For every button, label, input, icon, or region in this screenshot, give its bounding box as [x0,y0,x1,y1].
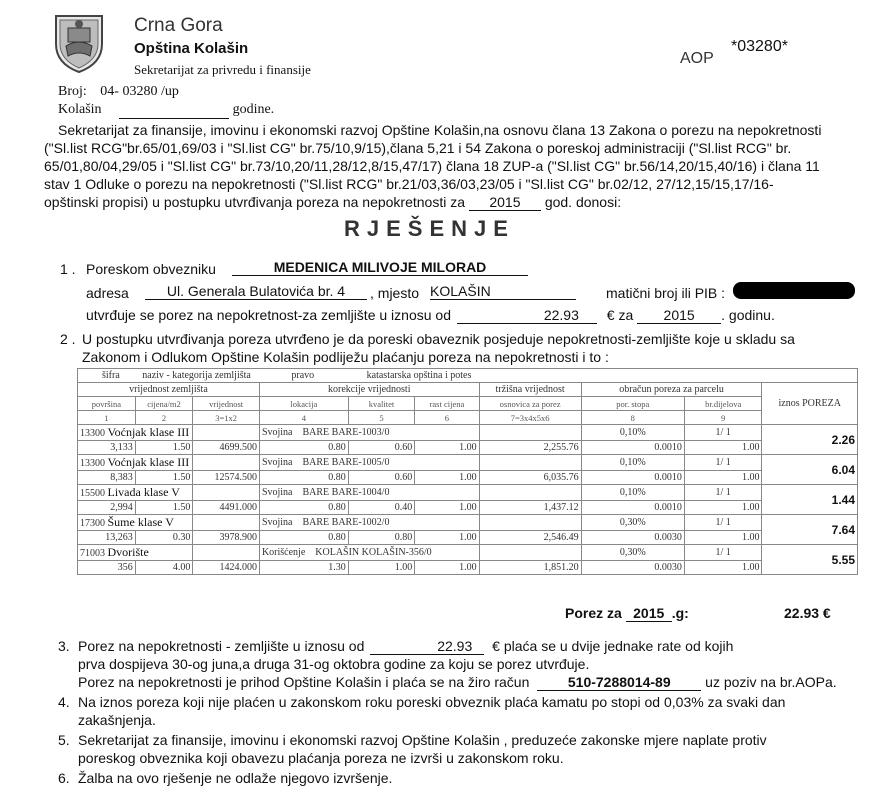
row-vrijednost: 3978.900 [193,531,260,545]
row-stopa2: 0.0010 [581,501,684,515]
preamble-line-1: Sekretarijat za finansije, imovinu i ekonomski razvoj Opštine Kolašin,na osnovu člana 13 Zakona o porezu na nepokretnosti [58,122,822,138]
item1-line3 [86,307,775,324]
row-cijena: 1.50 [135,501,193,515]
item1-num: 1 . [60,261,76,277]
taxpayer-name: MEDENICA MILIVOJE MILORAD [232,259,528,276]
row-rast: 1.00 [415,471,479,485]
colnum-3: 3=1x2 [193,411,260,425]
row-katastar: BARE BARE-1004/0 [302,487,390,498]
row-dijelovi2: 1.00 [684,531,762,545]
row-vrijednost: 12574.500 [193,471,260,485]
secretariat-name: Sekretarijat za privredu i finansije [134,62,311,77]
bank-account: 510-7288014-89 [537,674,701,691]
broj-label: Broj: [58,84,87,99]
row-sifra: 13300 [80,458,105,469]
colnum-8: 8 [581,411,684,425]
land-row-header [78,485,858,501]
row-povrsina: 2,994 [78,501,136,515]
row-stopa-pct: 0,30% [581,515,684,531]
row-pravo: Korišćenje [261,547,306,558]
row-lokacija: 0.80 [259,471,348,485]
item1-label: Poreskom obvezniku [86,261,216,277]
row-naziv: Dvorište [107,545,149,559]
preamble-line-3: 65/01,80/04,29/05 i "Sl.list CG" br.73/10,20/11,28/12,8/15,47/17) člana 18 ZUP-a ("Sl.list CG" br.56/14,20/15,40/16) i člana 11 [44,158,820,174]
row-cijena: 1.50 [135,441,193,455]
row-vrijednost: 4699.500 [193,441,260,455]
land-row-values [78,531,858,545]
item1-godinu: . godinu. [721,307,775,323]
item3-text-b: € plaća se u dvije jednake rate od kojih [492,638,734,654]
document-title: RJEŠENJE [344,216,515,241]
col-kvalitet: kvalitet [348,397,415,411]
row-povrsina: 13,263 [78,531,136,545]
date-suffix: godine. [232,102,275,117]
land-row-header [78,515,858,531]
row-cijena: 1.50 [135,471,193,485]
item1-amount: 22.93 [457,307,597,324]
property-table [77,368,858,575]
hdr-pravo: pravo [291,370,315,381]
hdr-katastarska: katastarska opština i potes [366,370,472,381]
row-rast: 1.00 [415,531,479,545]
col-lokacija: lokacija [259,397,348,411]
row-kvalitet: 0.80 [348,531,415,545]
row-lokacija: 0.80 [259,531,348,545]
row-katastar: KOLAŠIN KOLAŠIN-356/0 [315,547,432,558]
row-vrijednost: 4491.000 [193,501,260,515]
item2-num: 2 . [60,331,76,347]
row-stopa-pct: 0,30% [581,545,684,561]
row-lokacija: 0.80 [259,441,348,455]
total-amount: 22.93 € [784,605,831,621]
colnum-1: 1 [78,411,136,425]
land-row-header [78,425,858,441]
row-rast: 1.00 [415,441,479,455]
row-iznos: 5.55 [762,545,858,575]
preamble-text-5: opštinski propisi) u postupku utvrđivanja poreza na nepokretnosti za [44,194,466,210]
colnum-5: 5 [348,411,415,425]
row-osnovica: 1,437.12 [479,501,581,515]
row-kvalitet: 1.00 [348,561,415,575]
row-katastar: BARE BARE-1002/0 [302,517,390,528]
total-line [565,605,689,622]
country-name: Crna Gora [134,15,223,36]
col-rast: rast cijena [415,397,479,411]
row-naziv: Livada klase V [107,485,180,499]
row-rast: 1.00 [415,561,479,575]
total-label: Porez za [565,605,622,621]
item3-text-3b: uz poziv na br.AOPa. [705,674,837,690]
row-stopa-pct: 0,10% [581,425,684,441]
col-cijena: cijena/m2 [135,397,193,411]
item3-line3 [78,674,837,691]
row-iznos: 2.26 [762,425,858,455]
row-povrsina: 356 [78,561,136,575]
group-korekcije: korekcije vrijednosti [259,383,479,397]
table-subheader-row [78,397,858,411]
row-pravo: Svojina [261,457,293,468]
row-vrijednost: 1424.000 [193,561,260,575]
row-naziv: Voćnjak klase III [107,455,190,469]
row-povrsina: 3,133 [78,441,136,455]
aop-number: *03280* [731,38,788,55]
row-katastar: BARE BARE-1005/0 [302,457,390,468]
place: Kolašin [58,102,102,117]
item5-line2: poreskog obveznika koji obavezu plaćanja poreza ne izvrši u zakonskom roku. [78,750,564,766]
row-kvalitet: 0.40 [348,501,415,515]
item6-line1: Žalba na ovo rješenje ne odlaže njegovo izvršenje. [78,770,393,786]
land-row-header [78,545,858,561]
preamble-line-4: stav 1 Odluke o porezu na nepokretnosti ("Sl.list RCG" br.21/03,36/03,23/05 i "Sl.list CG" br.02/12, 27/12,15/15,17/16- [44,176,774,192]
col-stopa: por. stopa [581,397,684,411]
item3-text-3a: Porez na nepokretnosti je prihod Opštine Kolašin i plaća se na žiro račun [78,674,530,690]
row-dijelovi2: 1.00 [684,441,762,455]
row-osnovica: 6,035.76 [479,471,581,485]
item4-line1: Na iznos poreza koji nije plaćen u zakonskom roku poreski obveznik plaća kamatu po stopi od 0,03% za svaki dan [78,694,786,710]
row-sifra: 15500 [80,488,105,499]
adresa-value: Ul. Generala Bulatovića br. 4 [145,283,367,300]
row-cijena: 4.00 [135,561,193,575]
group-trzisna: tržišna vrijednost [479,383,581,397]
row-pravo: Svojina [261,517,293,528]
preamble-end: god. donosi: [544,194,622,210]
broj-value: 04- 03280 /up [100,84,179,99]
row-kvalitet: 0.60 [348,441,415,455]
municipality-coat-of-arms [50,10,108,74]
preamble-line-2: ("Sl.list RCG"br.65/01,69/03 i "Sl.list CG" br.75/10,9/15),člana 5,21 i 54 Zakona o poreskoj administraciji ("Sl.list RCG" br. [44,140,792,156]
row-stopa-pct: 0,10% [581,455,684,471]
colnum-7: 7=3x4x5x6 [479,411,581,425]
row-osnovica: 1,851.20 [479,561,581,575]
row-osnovica: 2,546.49 [479,531,581,545]
preamble-year: 2015 [469,194,541,211]
row-sifra: 17300 [80,518,105,529]
row-iznos: 6.04 [762,455,858,485]
col-vrijednost: vrijednost [193,397,260,411]
row-kvalitet: 0.60 [348,471,415,485]
row-dijelovi-frac: 1/ 1 [684,455,762,471]
total-year: 2015 [626,605,672,622]
land-row-header [78,455,858,471]
row-dijelovi2: 1.00 [684,501,762,515]
item4-num: 4. [58,694,70,710]
colnum-6: 6 [415,411,479,425]
item6-num: 6. [58,770,70,786]
row-povrsina: 8,383 [78,471,136,485]
row-iznos: 7.64 [762,515,858,545]
item5-num: 5. [58,732,70,748]
item2-line2: Zakonom i Odlukom Opštine Kolašin podliježu plaćanju poreza na nepokretnosti i to : [82,349,609,365]
row-pravo: Svojina [261,487,293,498]
row-lokacija: 1.30 [259,561,348,575]
pib-label: matični broj ili PIB : [606,285,726,301]
broj-line [58,84,179,100]
colnum-2: 2 [135,411,193,425]
item3-amount: 22.93 [370,638,484,655]
colnum-9: 9 [684,411,762,425]
item2-line1: U postupku utvrđivanja poreza utvrđeno je da poreski obaveznik posjeduje nepokretnosti-zemljište koje u skladu sa [82,331,795,347]
hdr-naziv: naziv - kategorija zemljišta [142,370,251,381]
row-dijelovi2: 1.00 [684,561,762,575]
item4-line2: zakašnjenja. [78,712,156,728]
row-sifra: 71003 [80,548,105,559]
item1-year: 2015 [637,307,721,324]
adresa-label: adresa [86,285,129,301]
row-naziv: Šume klase V [107,515,174,529]
item1-euro-za: € za [606,307,634,323]
redacted-pib [733,282,855,299]
table-header-row-2 [78,383,858,397]
item3-line2: prva dospijeva 30-og juna,a druga 31-og oktobra godine za koju se porez utvrđuje. [78,656,590,672]
row-cijena: 0.30 [135,531,193,545]
table-colnum-row [78,411,858,425]
land-row-values [78,471,858,485]
hdr-sifra: šifra [102,370,120,381]
land-row-values [78,561,858,575]
land-row-values [78,441,858,455]
row-dijelovi-frac: 1/ 1 [684,425,762,441]
mjesto-label: , mjesto [370,285,420,301]
row-dijelovi-frac: 1/ 1 [684,545,762,561]
preamble-line-5 [44,194,621,211]
row-dijelovi2: 1.00 [684,471,762,485]
group-obracun: obračun poreza za parcelu [581,383,762,397]
row-lokacija: 0.80 [259,501,348,515]
row-katastar: BARE BARE-1003/0 [302,427,390,438]
municipality-name: Opština Kolašin [134,40,249,57]
col-osnovica: osnovica za porez [479,397,581,411]
aop-label: AOP [680,50,714,67]
row-dijelovi-frac: 1/ 1 [684,485,762,501]
table-header-row-1 [78,369,858,383]
item1-line3-text: utvrđuje se porez na nepokretnost-za zemljište u iznosu od [86,307,451,323]
item3-line1 [78,638,733,655]
row-stopa2: 0.0030 [581,531,684,545]
place-date-line [58,102,274,119]
group-iznos: iznos POREZA [762,383,858,425]
row-naziv: Voćnjak klase III [107,425,190,439]
row-stopa2: 0.0010 [581,471,684,485]
item5-line1: Sekretarijat za finansije, imovinu i ekonomski razvoj Opštine Kolašin , preduzeće zakonske mjere naplate protiv [78,732,767,748]
row-osnovica: 2,255.76 [479,441,581,455]
row-stopa2: 0.0010 [581,441,684,455]
row-stopa-pct: 0,10% [581,485,684,501]
item3-text-a: Porez na nepokretnosti - zemljište u iznosu od [78,638,365,654]
row-iznos: 1.44 [762,485,858,515]
col-dijelovi: br.dijelova [684,397,762,411]
row-pravo: Svojina [261,427,293,438]
total-suffix: .g: [671,605,689,621]
mjesto-value: KOLAŠIN [430,283,576,300]
row-stopa2: 0.0030 [581,561,684,575]
colnum-4: 4 [259,411,348,425]
group-vrijednost: vrijednost zemljišta [78,383,260,397]
row-rast: 1.00 [415,501,479,515]
col-povrsina: površina [78,397,136,411]
row-dijelovi-frac: 1/ 1 [684,515,762,531]
item3-num: 3. [58,638,70,654]
land-row-values [78,501,858,515]
row-sifra: 13300 [80,428,105,439]
